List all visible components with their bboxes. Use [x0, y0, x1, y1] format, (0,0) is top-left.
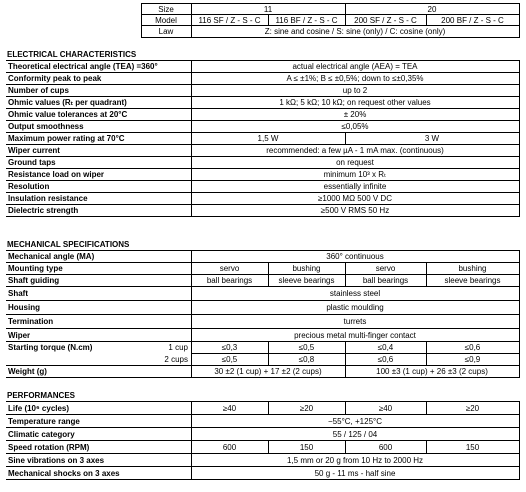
spec-row	[6, 61, 520, 72]
spec-value: ± 20%	[343, 110, 367, 119]
rule	[6, 314, 520, 315]
spec-value: ≥20	[465, 404, 480, 413]
size-label: Size	[158, 5, 174, 14]
spec-row	[6, 275, 520, 286]
spec-value: plastic moulding	[326, 303, 384, 312]
spec-label: Ohmic values (Rₜ per quadrant)	[8, 98, 127, 107]
spec-value: stainless steel	[329, 289, 381, 298]
spec-row	[6, 145, 520, 156]
size-11: 11	[263, 5, 273, 14]
spec-row	[6, 330, 520, 341]
rule	[268, 341, 269, 365]
spec-value: ≤0,05%	[341, 122, 369, 131]
spec-value: 1,5 W	[257, 134, 279, 143]
rule	[345, 341, 346, 377]
rule	[6, 427, 520, 428]
spec-value: 55 / 125 / 04	[332, 430, 378, 439]
rule	[426, 341, 427, 365]
spec-row	[6, 73, 520, 84]
spec-label: Life (10⁶ cycles)	[8, 404, 70, 413]
rule	[268, 440, 269, 453]
rule	[426, 262, 427, 286]
rule	[519, 401, 520, 479]
spec-row	[6, 403, 520, 414]
rule	[6, 440, 520, 441]
spec-label: Number of cups	[8, 86, 69, 95]
size-20: 20	[427, 5, 437, 14]
spec-row	[6, 429, 520, 440]
spec-value: ≤0,6	[464, 343, 481, 352]
rule	[268, 262, 269, 286]
spec-value: ball bearings	[206, 276, 253, 285]
spec-value: ≤0,8	[298, 355, 315, 364]
spec-value: servo	[375, 264, 396, 273]
spec-value: 150	[299, 443, 314, 452]
spec-value: on request	[336, 158, 374, 167]
spec-row	[6, 416, 520, 427]
spec-label: Maximum power rating at 70°C	[8, 134, 125, 143]
spec-label: Climatic category	[8, 430, 75, 439]
spec-value: bushing	[458, 264, 487, 273]
spec-value: sleeve bearings	[444, 276, 501, 285]
spec-value: 50 g - 11 ms - half sine	[314, 469, 396, 478]
spec-value: A ≤ ±1%; B ≤ ±0,5%; down to ≤±0,35%	[286, 74, 424, 83]
rule	[519, 60, 520, 216]
spec-label: Mechanical angle (MA)	[8, 252, 95, 261]
law-label: Law	[158, 27, 174, 36]
spec-label: Ground taps	[8, 158, 56, 167]
spec-row	[6, 109, 520, 120]
rule	[6, 479, 520, 480]
rule	[345, 262, 346, 286]
rule	[6, 377, 520, 378]
spec-row	[6, 354, 520, 365]
spec-value: ≥20	[299, 404, 314, 413]
spec-label: Ohmic value tolerances at 20°C	[8, 110, 128, 119]
rule	[345, 401, 346, 414]
spec-label: Housing	[8, 303, 40, 312]
law-value: Z: sine and cosine / S: sine (only) / C: cosine (only)	[264, 27, 446, 36]
spec-value: servo	[219, 264, 240, 273]
spec-label: Termination	[8, 317, 54, 326]
spec-row	[6, 342, 520, 353]
rule	[6, 466, 520, 467]
spec-label: Resistance load on wiper	[8, 170, 105, 179]
rule	[141, 3, 520, 4]
spec-value: precious metal multi-finger contact	[294, 331, 416, 340]
rule	[426, 440, 427, 453]
rule	[6, 328, 520, 329]
spec-label: Theoretical electrical angle (TEA) =360°	[8, 62, 158, 71]
torque-sub-label: 1 cup	[168, 343, 188, 352]
model-cell: 200 SF / Z - S - C	[354, 16, 417, 25]
spec-value: 360° continuous	[326, 252, 384, 261]
spec-value: ≥500 V RMS 50 Hz	[320, 206, 390, 215]
rule	[6, 414, 520, 415]
spec-row	[6, 133, 520, 144]
rule	[519, 3, 520, 37]
spec-row	[6, 316, 520, 327]
spec-value: ≥1000 MΩ 500 V DC	[318, 194, 392, 203]
spec-value: 1 kΩ; 5 kΩ; 10 kΩ; on request other values	[279, 98, 431, 107]
spec-label: Resolution	[8, 182, 50, 191]
spec-label: Output smoothness	[8, 122, 84, 131]
spec-value: turrets	[343, 317, 367, 326]
spec-value: up to 2	[342, 86, 368, 95]
rule	[6, 216, 520, 217]
mechanical-title: MECHANICAL SPECIFICATIONS	[7, 240, 130, 249]
torque-sub-label: 2 cups	[164, 355, 188, 364]
spec-label: Insulation resistance	[8, 194, 88, 203]
rule	[191, 401, 192, 479]
spec-row	[6, 251, 520, 262]
spec-label: Sine vibrations on 3 axes	[8, 456, 105, 465]
model-cell: 116 SF / Z - S - C	[198, 16, 261, 25]
spec-row	[6, 121, 520, 132]
rule	[141, 14, 520, 15]
spec-row	[6, 157, 520, 168]
spec-value: 3 W	[424, 134, 440, 143]
rule	[6, 401, 520, 402]
spec-value: 600	[378, 443, 393, 452]
spec-value: ≤0,5	[221, 355, 238, 364]
rule	[6, 286, 520, 287]
spec-label: Mechanical shocks on 3 axes	[8, 469, 120, 478]
spec-label: Temperature range	[8, 417, 80, 426]
performances-title: PERFORMANCES	[7, 391, 76, 400]
spec-row	[6, 85, 520, 96]
rule	[268, 401, 269, 414]
spec-value: ≤0,3	[221, 343, 238, 352]
rule	[191, 250, 192, 341]
spec-label: Shaft guiding	[8, 276, 60, 285]
spec-value: 600	[222, 443, 237, 452]
spec-row	[6, 193, 520, 204]
spec-label: Speed rotation (RPM)	[8, 443, 90, 452]
spec-value: sleeve bearings	[278, 276, 335, 285]
spec-value: actual electrical angle (AEA) = TEA	[292, 62, 418, 71]
rule	[191, 60, 192, 216]
spec-label: Wiper	[8, 331, 31, 340]
rule	[191, 341, 192, 377]
spec-label: Shaft	[8, 289, 28, 298]
spec-value: bushing	[292, 264, 321, 273]
spec-row	[6, 205, 520, 216]
spec-label: Wiper current	[8, 146, 60, 155]
rule	[519, 250, 520, 341]
rule	[519, 341, 520, 377]
spec-value: ≤0,9	[464, 355, 481, 364]
spec-row	[6, 366, 520, 377]
spec-value: 150	[465, 443, 480, 452]
rule	[345, 440, 346, 453]
spec-value: ≥40	[378, 404, 393, 413]
spec-row	[6, 455, 520, 466]
spec-value: −55°C, +125°C	[328, 417, 382, 426]
model-cell: 116 BF / Z - S - C	[275, 16, 338, 25]
spec-value: ≤0,5	[298, 343, 315, 352]
spec-label: Conformity peak to peak	[8, 74, 102, 83]
model-label: Model	[155, 16, 177, 25]
spec-value: 30 ±2 (1 cup) + 17 ±2 (2 cups)	[214, 367, 322, 376]
rule	[426, 401, 427, 414]
spec-value: ≤0,4	[377, 343, 394, 352]
spec-row	[6, 181, 520, 192]
spec-label: Dielectric strength	[8, 206, 79, 215]
spec-row	[6, 288, 520, 299]
spec-value: ≤0,6	[377, 355, 394, 364]
spec-value: minimum 10³ x Rₜ	[323, 170, 387, 179]
electrical-title: ELECTRICAL CHARACTERISTICS	[7, 50, 137, 59]
spec-row	[6, 169, 520, 180]
rule	[141, 25, 520, 26]
spec-row	[6, 468, 520, 479]
model-cell: 200 BF / Z - S - C	[441, 16, 504, 25]
rule	[141, 37, 520, 38]
spec-row	[6, 302, 520, 313]
spec-label: Starting torque (N.cm)	[8, 343, 93, 352]
spec-value: recommended: a few µA - 1 mA max. (continuous)	[266, 146, 444, 155]
spec-value: 100 ±3 (1 cup) + 26 ±3 (2 cups)	[376, 367, 488, 376]
spec-value: ≥40	[222, 404, 237, 413]
spec-row	[6, 442, 520, 453]
spec-value: ball bearings	[362, 276, 409, 285]
spec-label: Mounting type	[8, 264, 63, 273]
rule	[6, 453, 520, 454]
spec-row	[6, 263, 520, 274]
rule	[6, 300, 520, 301]
rule	[345, 133, 346, 144]
spec-row	[6, 97, 520, 108]
spec-value: essentially infinite	[323, 182, 387, 191]
spec-value: 1,5 mm or 20 g from 10 Hz to 2000 Hz	[286, 456, 424, 465]
spec-label: Weight (g)	[8, 367, 47, 376]
